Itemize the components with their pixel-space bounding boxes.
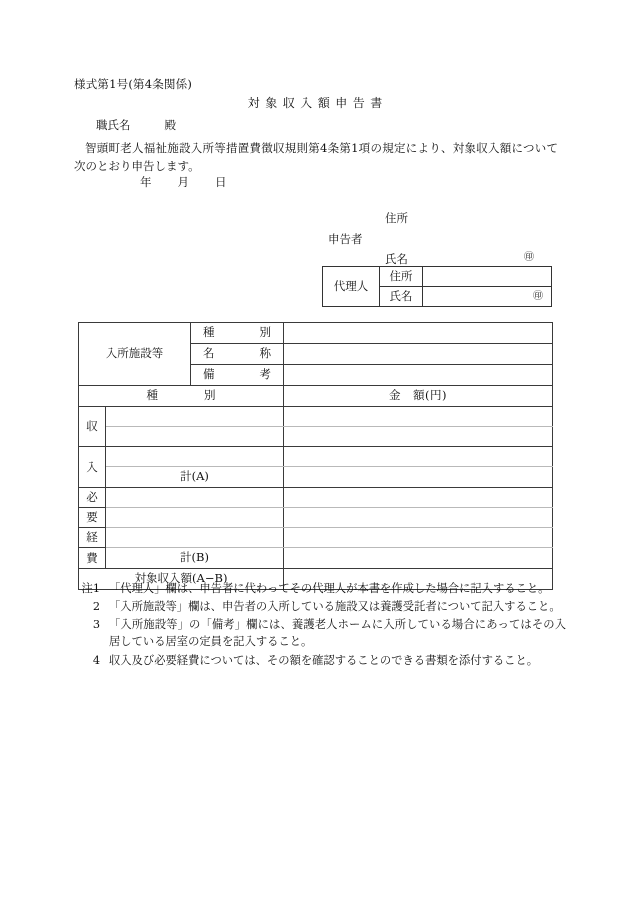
income-total-input[interactable]: [284, 467, 553, 488]
expense-label-char-4: 費: [79, 548, 106, 569]
income-label-char-1: 収: [79, 407, 106, 447]
table-row: [323, 267, 552, 287]
income-amount-input-1[interactable]: [284, 407, 553, 427]
income-total-label: 計(A): [106, 467, 284, 488]
note-index-1: 1: [92, 582, 100, 595]
facility-kind-char-a: 種: [203, 325, 215, 340]
income-kind-input-3[interactable]: [106, 447, 284, 467]
form-code: 様式第1号(第4条関係): [74, 77, 193, 91]
agent-label-cell: 代理人: [323, 267, 380, 307]
expense-total-label: 計(B): [106, 548, 284, 569]
table-row: [79, 467, 553, 488]
note-number-4: 4: [92, 653, 100, 667]
note-number-1: [74, 580, 100, 597]
declarant-address-label: 住所: [385, 211, 408, 225]
declarant-label: 申告者: [328, 232, 363, 246]
facility-kind-label: [191, 323, 284, 344]
table-header-row: [79, 386, 553, 407]
income-amount-input-2[interactable]: [284, 427, 553, 447]
income-kind-input-1[interactable]: [106, 407, 284, 427]
table-row: [79, 447, 553, 467]
expense-kind-input-1[interactable]: [106, 488, 284, 508]
agent-address-input[interactable]: [423, 267, 552, 287]
facility-remarks-char-a: 備: [203, 367, 215, 382]
note-text-2: 「入所施設等」欄は、申告者の入所している施設又は養護受託者について記入すること。: [109, 600, 561, 614]
expense-amount-input-2[interactable]: [284, 508, 553, 528]
note-item: [74, 652, 566, 669]
agent-address-label: 住所: [380, 267, 423, 287]
note-text-4: 収入及び必要経費については、その額を確認することのできる書類を添付すること。: [109, 653, 539, 667]
facility-remarks-input[interactable]: [284, 365, 553, 386]
table-row: [79, 407, 553, 427]
facility-kind-char-b: 別: [259, 325, 271, 340]
facility-remarks-char-b: 考: [259, 367, 271, 382]
kind-column-header: [79, 386, 284, 407]
date-month-label: 月: [177, 175, 189, 189]
note-text-3: 「入所施設等」の「備考」欄には、養護老人ホームに入所している場合にあってはその入居している居室の定員を記入すること。: [109, 618, 566, 649]
kind-header-char-a: 種: [146, 388, 158, 403]
income-label-char-2: 入: [79, 447, 106, 488]
declarant-name-label: 氏名: [385, 252, 408, 266]
expense-kind-input-2[interactable]: [106, 508, 284, 528]
notes-prefix: 注: [81, 582, 93, 595]
expense-total-input[interactable]: [284, 548, 553, 569]
facility-name-input[interactable]: [284, 344, 553, 365]
expense-label-char-2: 要: [79, 508, 106, 528]
facility-name-label: [191, 344, 284, 365]
table-row: [79, 488, 553, 508]
note-item: [74, 616, 566, 650]
target-income-label: 対象収入額(A−B): [79, 569, 284, 590]
table-row: [79, 323, 553, 344]
date-line: [140, 174, 227, 191]
note-number-3: 3: [92, 618, 100, 632]
note-number-2: 2: [92, 600, 100, 614]
addressee-honorific: 殿: [164, 118, 176, 132]
note-text-1: 「代理人」欄は、申告者に代わってその代理人が本書を作成した場合に記入すること。: [109, 582, 550, 595]
note-item: [74, 598, 566, 615]
table-row: [79, 548, 553, 569]
facility-kind-input[interactable]: [284, 323, 553, 344]
date-year-label: 年: [140, 175, 152, 189]
facility-remarks-label: [191, 365, 284, 386]
expense-label-char-3: 経: [79, 528, 106, 548]
table-row: [79, 528, 553, 548]
date-day-label: 日: [215, 175, 227, 189]
agent-name-input[interactable]: ㊞: [423, 287, 552, 307]
addressee-role: 職氏名: [96, 118, 131, 132]
table-row: [79, 508, 553, 528]
table-row: [79, 427, 553, 447]
notes-section: [74, 580, 566, 670]
body-paragraph: 智頭町老人福祉施設入所等措置費徴収規則第4条第1項の規定により、対象収入額について次のとおり申告します。: [74, 141, 558, 173]
kind-header-char-b: 別: [204, 388, 216, 403]
declarant-seal-icon: ㊞: [524, 252, 534, 263]
facility-name-char-b: 称: [259, 346, 271, 361]
expense-amount-input-3[interactable]: [284, 528, 553, 548]
income-amount-input-3[interactable]: [284, 447, 553, 467]
facility-label-cell: 入所施設等: [79, 323, 191, 386]
note-item: [74, 580, 566, 597]
agent-name-label: 氏名: [380, 287, 423, 307]
amount-column-header: 金 額(円): [284, 386, 553, 407]
expense-label-char-1: 必: [79, 488, 106, 508]
agent-table: [322, 266, 552, 307]
expense-kind-input-3[interactable]: [106, 528, 284, 548]
document-title: 対象収入額申告書: [247, 96, 388, 110]
income-kind-input-2[interactable]: [106, 427, 284, 447]
addressee-line: [96, 117, 176, 134]
main-declaration-table: [78, 322, 553, 590]
expense-amount-input-1[interactable]: [284, 488, 553, 508]
facility-name-char-a: 名: [203, 346, 215, 361]
